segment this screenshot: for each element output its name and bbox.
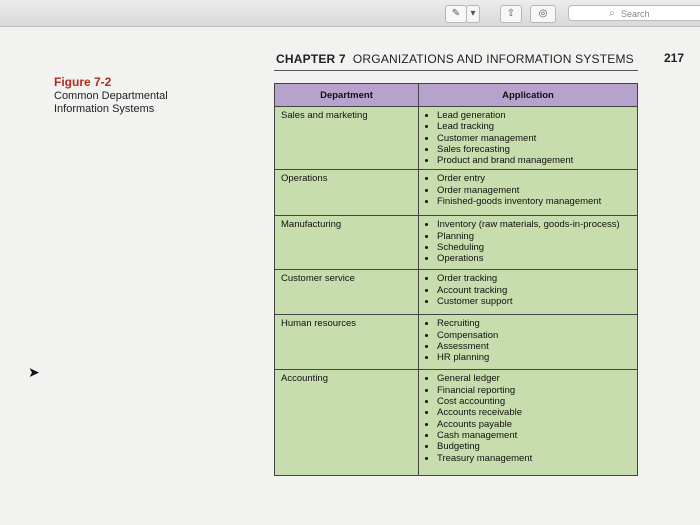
department-cell: Customer service (275, 270, 419, 315)
list-item: • Account tracking (437, 285, 632, 296)
header-rule (274, 70, 638, 71)
list-item: • Planning (437, 231, 632, 242)
list-item: • HR planning (437, 352, 632, 363)
search-placeholder: Search (621, 9, 650, 19)
list-item: • Assessment (437, 341, 632, 352)
application-list (425, 219, 632, 264)
department-cell: Human resources (275, 315, 419, 370)
table-body (275, 107, 638, 476)
list-item: • Compensation (437, 330, 632, 341)
list-item: • Customer support (437, 296, 632, 307)
application-cell (419, 107, 638, 170)
app-toolbar (0, 0, 700, 27)
list-item: • Financial reporting (437, 385, 632, 396)
application-header: Application (419, 84, 638, 107)
department-header: Department (275, 84, 419, 107)
application-cell (419, 370, 638, 476)
application-cell (419, 315, 638, 370)
annotate-icon[interactable]: ◎ (530, 5, 556, 23)
markup-pen-icon[interactable]: ✎ (445, 5, 467, 23)
list-item: • Accounts payable (437, 419, 632, 430)
application-list (425, 173, 632, 207)
list-item: • Order management (437, 185, 632, 196)
chevron-down-icon[interactable]: ▾ (466, 5, 480, 23)
departments-table (274, 83, 638, 476)
department-cell: Operations (275, 170, 419, 216)
table-row (275, 216, 638, 270)
figure-label: Figure 7-2 (54, 75, 112, 89)
list-item: • Order tracking (437, 273, 632, 284)
chapter-label: CHAPTER 7 (276, 52, 346, 66)
table-row (275, 270, 638, 315)
list-item: • Recruiting (437, 318, 632, 329)
search-input[interactable] (568, 5, 700, 21)
list-item: • Order entry (437, 173, 632, 184)
department-cell: Manufacturing (275, 216, 419, 270)
chapter-title: ORGANIZATIONS AND INFORMATION SYSTEMS (352, 52, 634, 66)
mouse-cursor-icon: ➤ (28, 364, 40, 380)
application-list (425, 110, 632, 166)
list-item: • Scheduling (437, 242, 632, 253)
list-item: • Budgeting (437, 441, 632, 452)
application-cell (419, 216, 638, 270)
share-icon[interactable]: ⇧ (500, 5, 522, 23)
figure-caption: Common Departmental Information Systems (54, 90, 168, 115)
department-cell: Sales and marketing (275, 107, 419, 170)
list-item: • Finished-goods inventory management (437, 196, 632, 207)
table-header-row (275, 84, 638, 107)
application-list (425, 273, 632, 307)
table-row (275, 107, 638, 170)
page-number: 217 (664, 51, 685, 65)
running-header (276, 52, 634, 66)
list-item: • Sales forecasting (437, 144, 632, 155)
application-cell (419, 270, 638, 315)
list-item: • Inventory (raw materials, goods-in-process) (437, 219, 632, 230)
list-item: • Treasury management (437, 453, 632, 464)
list-item: • Accounts receivable (437, 407, 632, 418)
application-list (425, 373, 632, 463)
list-item: • Lead tracking (437, 121, 632, 132)
list-item: • Operations (437, 253, 632, 264)
list-item: • Lead generation (437, 110, 632, 121)
table-row (275, 170, 638, 216)
list-item: • Cost accounting (437, 396, 632, 407)
table-row (275, 370, 638, 476)
list-item: • Customer management (437, 133, 632, 144)
list-item: • Product and brand management (437, 155, 632, 166)
application-list (425, 318, 632, 363)
table-row (275, 315, 638, 370)
list-item: • General ledger (437, 373, 632, 384)
list-item: • Cash management (437, 430, 632, 441)
application-cell (419, 170, 638, 216)
search-icon: ⌕ (609, 8, 615, 19)
document-page (0, 27, 700, 525)
department-cell: Accounting (275, 370, 419, 476)
